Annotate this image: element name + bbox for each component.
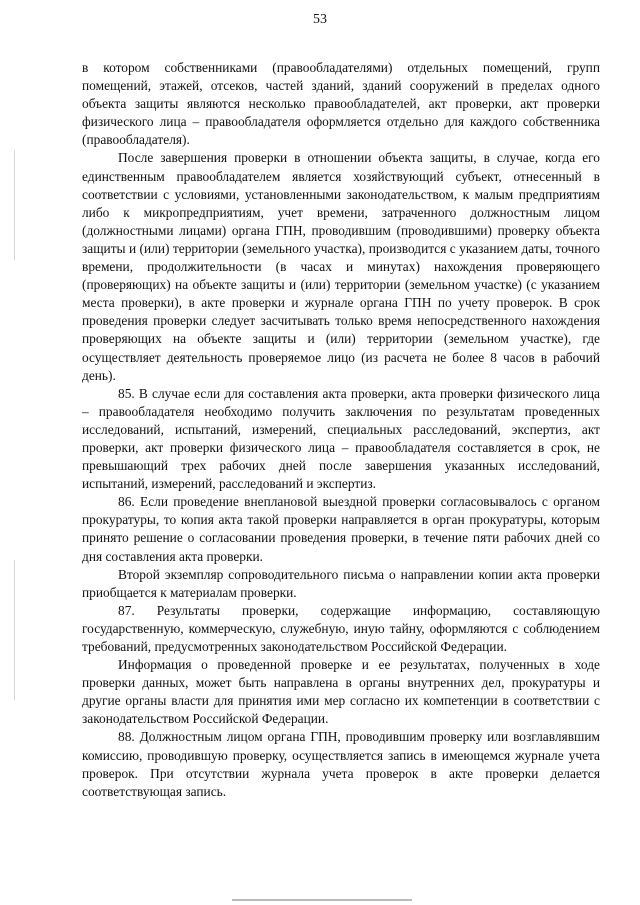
paragraph-second-copy: Второй экземпляр сопроводительного письма о направлении копии акта проверки приобщается к материалам проверки. — [82, 566, 600, 600]
paragraph-88: 88. Должностным лицом органа ГПН, проводившим проверку или возглавлявшим комиссию, проводившую проверку, осуществляется запись в имеющемся журнале учета проверок. При отсутствии журнала учета проверок в акте проверки делается соответствующая запись. — [82, 729, 600, 799]
scan-bottom-line — [232, 899, 412, 901]
document-body — [82, 59, 600, 801]
paragraph-86: 86. Если проведение внеплановой выездной проверки согласовывалось с органом прокуратуры, то копия акта такой проверки направляется в орган прокуратуры, которым принято решение о согласовании проведения проверки, в течение пяти рабочих дней со дня составления акта проверки. — [82, 494, 600, 564]
scan-margin-mark — [14, 560, 15, 700]
paragraph-time-accounting: После завершения проверки в отношении объекта защиты, в случае, когда его единственным правообладателем является хозяйствующий субъект, отнесенный в соответствии с условиями, установленными законодательством, к малым предприятиям либо к микропредприятиям, учет времени, затраченного должностным лицом (должностными лицами) органа ГПН, проводившим (проводившими) проверку объекта защиты и (или) территории (земельного участка), производится с указанием даты, точного времени, продолжительности (в часах и минутах) нахождения проверяющего (проверяющих) на объекте защиты и (или) территории (земельном участке) (с указанием места проверки), в акте проверки и журнале органа ГПН по учету проверок. В срок проведения проверки следует засчитывать только время непосредственного нахождения проверяющих на объекте защиты и (или) территории (земельном участке), где осуществляет деятельность проверяемое лицо (из расчета не более 8 часов в рабочий день). — [82, 150, 600, 383]
paragraph-information: Информация о проведенной проверке и ее результатах, полученных в ходе проверки данных, может быть направлена в органы внутренних дел, прокуратуры и другие органы власти для принятия ими мер согласно их компетенции в соответствии с законодательством Российской Федерации. — [82, 657, 600, 727]
paragraph-continuation: в котором собственниками (правообладателями) отдельных помещений, групп помещений, этажей, отсеков, частей зданий, зданий сооружений в пределах одного объекта защиты являются несколько правообладателей, акт проверки, акт проверки физического лица – правообладателя оформляется отдельно для каждого собственника (правообладателя). — [82, 60, 600, 148]
paragraph-87: 87. Результаты проверки, содержащие информацию, составляющую государственную, коммерческую, служебную, иную тайну, оформляются с соблюдением требований, предусмотренных законодательством Российской Федерации. — [82, 602, 600, 654]
scan-margin-mark — [14, 150, 15, 260]
paragraph-85: 85. В случае если для составления акта проверки, акта проверки физического лица – правообладателя необходимо получить заключения по результатам проведенных исследований, испытаний, измерений, специальных расследований, экспертиз, акт проверки, акт проверки физического лица – правообладателя составляется в срок, не превышающий трех рабочих дней после завершения указанных исследований, испытаний, измерений, расследований и экспертиз. — [82, 385, 600, 492]
page-number: 53 — [313, 12, 327, 27]
